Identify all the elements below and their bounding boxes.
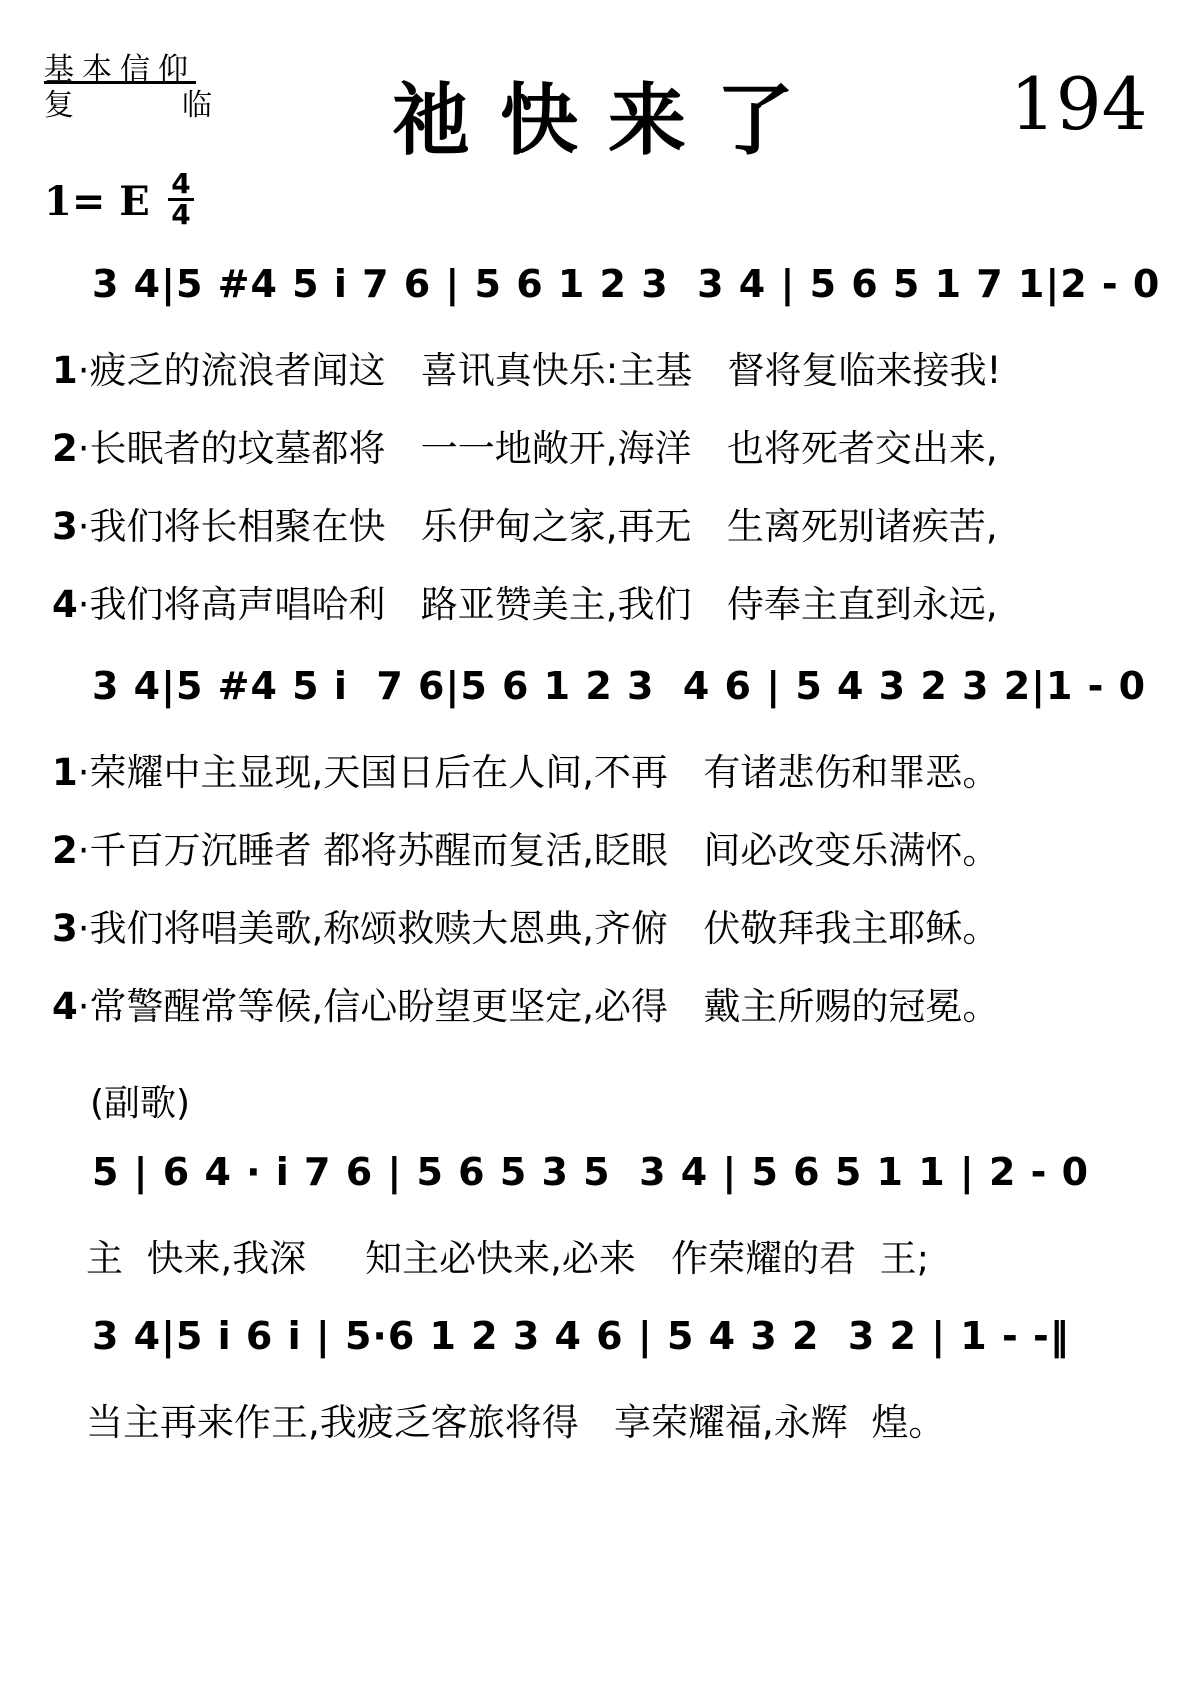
verse-3-line-1 [52, 496, 998, 550]
chorus-lyric-line-2: 当主再来作王,我疲乏客旅将得 享荣耀福,永辉 煌。 [86, 1401, 946, 1444]
verse-number: 4 [52, 985, 78, 1028]
verse-1-line-1 [52, 340, 1001, 394]
verse-number: 3 [52, 505, 78, 548]
verse-number: 2 [52, 427, 78, 470]
lyric-text: ·常警醒常等候,信心盼望更坚定,必得 戴主所赐的冠冕。 [77, 985, 1000, 1028]
time-top: 4 [168, 170, 194, 201]
verse-3-line-2 [52, 898, 999, 952]
time-signature [168, 167, 194, 231]
notation-line-2: 3 4|5 #4 5 i 7 6|5 6 1 2 3 4 6 | 5 4 3 2 3 2|1 - 0 [92, 664, 1147, 708]
time-bottom: 4 [171, 198, 191, 231]
verse-2-line-1 [52, 418, 998, 472]
lyric-text: ·我们将高声唱哈利 路亚赞美主,我们 侍奉主直到永远, [77, 583, 998, 626]
category-line-2-a: 复 [44, 88, 74, 123]
lyric-text: ·长眠者的坟墓都将 一一地敞开,海洋 也将死者交出来, [77, 427, 998, 470]
lyric-text: ·千百万沉睡者 都将苏醒而复活,眨眼 间必改变乐满怀。 [77, 829, 1000, 872]
lyric-text: ·我们将长相聚在快 乐伊甸之家,再无 生离死别诸疾苦, [77, 505, 998, 548]
chorus-label: (副歌) [90, 1083, 191, 1124]
hymn-category [44, 52, 212, 124]
chorus-notation-line-2: 3 4|5 i 6 i | 5·6 1 2 3 4 6 | 5 4 3 2 3 2 | 1 - -‖ [92, 1314, 1070, 1358]
category-line-1: 基本信仰 [44, 52, 196, 87]
chorus-notation-line-1: 5 | 6 4 · i 7 6 | 5 6 5 3 5 3 4 | 5 6 5 1 1 | 2 - 0 [92, 1150, 1090, 1194]
lyric-text: ·疲乏的流浪者闻这 喜讯真快乐:主基 督将复临来接我! [77, 349, 1002, 392]
verse-number: 3 [52, 907, 78, 950]
hymn-title: 祂快来了 [392, 76, 825, 166]
verse-number: 1 [52, 349, 78, 392]
verse-4-line-2 [52, 976, 999, 1030]
verse-2-line-2 [52, 820, 999, 874]
verse-1-line-2 [52, 742, 999, 796]
verse-number: 2 [52, 829, 78, 872]
lyric-text: ·我们将唱美歌,称颂救赎大恩典,齐俯 伏敬拜我主耶稣。 [77, 907, 1000, 950]
chorus-lyric-line-1: 主 快来,我深 知主必快来,必来 作荣耀的君 王; [86, 1237, 930, 1280]
verse-4-line-1 [52, 574, 998, 628]
lyric-text: ·荣耀中主显现,天国日后在人间,不再 有诸悲伤和罪恶。 [77, 751, 1000, 794]
hymn-number: 194 [1010, 62, 1148, 146]
notation-line-1: 3 4|5 #4 5 i 7 6 | 5 6 1 2 3 3 4 | 5 6 5 1 7 1|2 - 0 [92, 262, 1161, 306]
verse-number: 4 [52, 583, 78, 626]
verse-number: 1 [52, 751, 78, 794]
category-line-2 [44, 88, 212, 124]
key-signature: 1= E [44, 178, 150, 225]
category-line-2-b: 临 [182, 88, 212, 123]
